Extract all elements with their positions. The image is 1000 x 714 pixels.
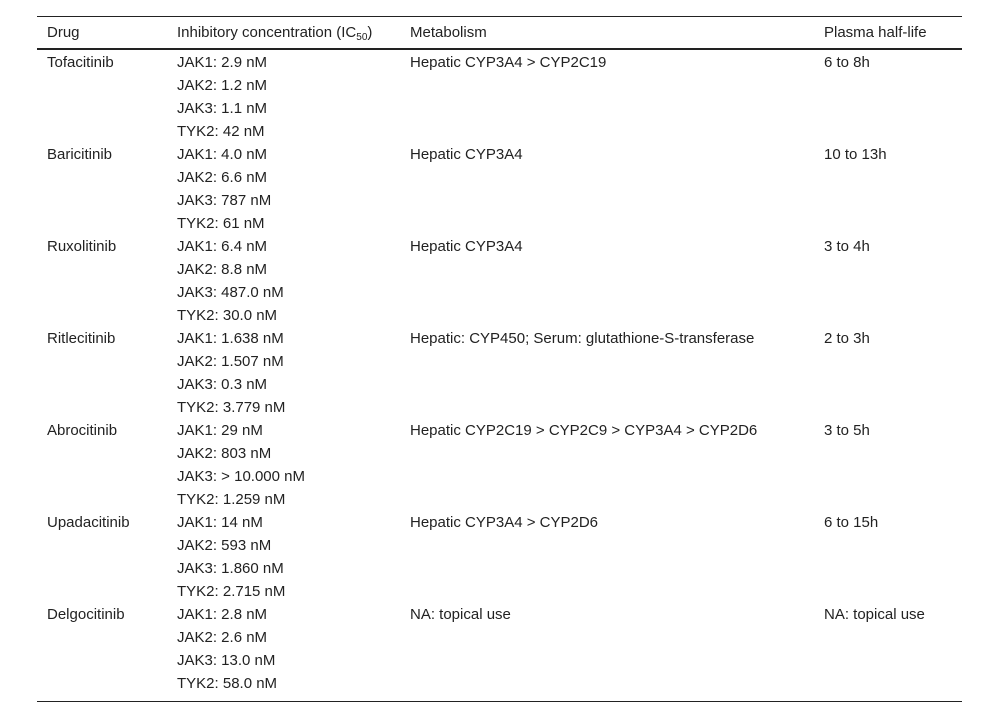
header-ic-suffix: ) bbox=[367, 24, 373, 41]
table-row bbox=[37, 51, 962, 143]
jak-inhibitor-table bbox=[37, 16, 962, 702]
ic-value: JAK2: 8.8 nM bbox=[177, 261, 268, 278]
cell-plasma-half-life: 10 to 13h bbox=[824, 146, 887, 163]
header-metabolism: Metabolism bbox=[410, 24, 487, 41]
table-row bbox=[37, 327, 962, 419]
ic-value: JAK2: 1.2 nM bbox=[177, 77, 268, 94]
ic-value: JAK2: 803 nM bbox=[177, 445, 272, 462]
ic-value: JAK1: 6.4 nM bbox=[177, 238, 268, 255]
cell-plasma-half-life: 6 to 8h bbox=[824, 54, 870, 71]
header-inhibitory-concentration bbox=[177, 21, 372, 44]
ic-value: TYK2: 2.715 nM bbox=[177, 583, 286, 600]
ic-value: TYK2: 30.0 nM bbox=[177, 307, 278, 324]
table-header-row bbox=[37, 17, 962, 50]
cell-drug: Delgocitinib bbox=[47, 606, 125, 623]
cell-inhibitory-concentration bbox=[177, 327, 285, 419]
table-row bbox=[37, 603, 962, 695]
cell-plasma-half-life: NA: topical use bbox=[824, 606, 925, 623]
cell-metabolism: NA: topical use bbox=[410, 606, 511, 623]
ic-value: JAK3: 0.3 nM bbox=[177, 376, 268, 393]
ic-value: JAK1: 2.9 nM bbox=[177, 54, 268, 71]
ic-value: JAK3: 1.1 nM bbox=[177, 100, 268, 117]
cell-metabolism: Hepatic CYP3A4 > CYP2C19 bbox=[410, 54, 607, 71]
header-ic-prefix: Inhibitory concentration (IC bbox=[177, 24, 357, 41]
ic-value: JAK3: > 10.000 nM bbox=[177, 468, 305, 485]
cell-drug: Baricitinib bbox=[47, 146, 113, 163]
cell-metabolism: Hepatic: CYP450; Serum: glutathione-S-transferase bbox=[410, 330, 755, 347]
ic-value: TYK2: 61 nM bbox=[177, 215, 265, 232]
ic-value: JAK1: 1.638 nM bbox=[177, 330, 284, 347]
cell-metabolism: Hepatic CYP3A4 bbox=[410, 238, 523, 255]
cell-plasma-half-life: 3 to 5h bbox=[824, 422, 870, 439]
cell-drug: Abrocitinib bbox=[47, 422, 118, 439]
ic-value: JAK3: 487.0 nM bbox=[177, 284, 284, 301]
table-row bbox=[37, 511, 962, 603]
cell-inhibitory-concentration bbox=[177, 51, 267, 143]
cell-inhibitory-concentration bbox=[177, 419, 305, 511]
cell-metabolism: Hepatic CYP2C19 > CYP2C9 > CYP3A4 > CYP2D6 bbox=[410, 422, 758, 439]
cell-metabolism: Hepatic CYP3A4 > CYP2D6 bbox=[410, 514, 599, 531]
header-ic-subscript: 50 bbox=[356, 32, 368, 43]
ic-value: TYK2: 3.779 nM bbox=[177, 399, 286, 416]
header-plasma-half-life: Plasma half-life bbox=[824, 24, 927, 41]
cell-metabolism: Hepatic CYP3A4 bbox=[410, 146, 523, 163]
ic-value: JAK3: 787 nM bbox=[177, 192, 272, 209]
cell-drug: Ruxolitinib bbox=[47, 238, 117, 255]
cell-inhibitory-concentration bbox=[177, 235, 284, 327]
header-drug: Drug bbox=[47, 24, 80, 41]
ic-value: JAK1: 2.8 nM bbox=[177, 606, 268, 623]
ic-value: TYK2: 58.0 nM bbox=[177, 675, 278, 692]
cell-drug: Tofacitinib bbox=[47, 54, 114, 71]
cell-drug: Upadacitinib bbox=[47, 514, 130, 531]
table-row bbox=[37, 235, 962, 327]
ic-value: JAK3: 13.0 nM bbox=[177, 652, 276, 669]
table-row bbox=[37, 419, 962, 511]
cell-inhibitory-concentration bbox=[177, 511, 285, 603]
ic-value: JAK1: 4.0 nM bbox=[177, 146, 268, 163]
ic-value: JAK2: 1.507 nM bbox=[177, 353, 284, 370]
ic-value: TYK2: 42 nM bbox=[177, 123, 265, 140]
ic-value: JAK1: 14 nM bbox=[177, 514, 263, 531]
ic-value: JAK2: 593 nM bbox=[177, 537, 272, 554]
table-row bbox=[37, 143, 962, 235]
cell-drug: Ritlecitinib bbox=[47, 330, 116, 347]
ic-value: JAK1: 29 nM bbox=[177, 422, 263, 439]
ic-value: JAK3: 1.860 nM bbox=[177, 560, 284, 577]
cell-inhibitory-concentration bbox=[177, 143, 271, 235]
cell-plasma-half-life: 6 to 15h bbox=[824, 514, 879, 531]
table-body bbox=[37, 50, 962, 701]
ic-value: JAK2: 6.6 nM bbox=[177, 169, 268, 186]
ic-value: JAK2: 2.6 nM bbox=[177, 629, 268, 646]
cell-plasma-half-life: 2 to 3h bbox=[824, 330, 870, 347]
cell-inhibitory-concentration bbox=[177, 603, 277, 695]
cell-plasma-half-life: 3 to 4h bbox=[824, 238, 870, 255]
ic-value: TYK2: 1.259 nM bbox=[177, 491, 286, 508]
